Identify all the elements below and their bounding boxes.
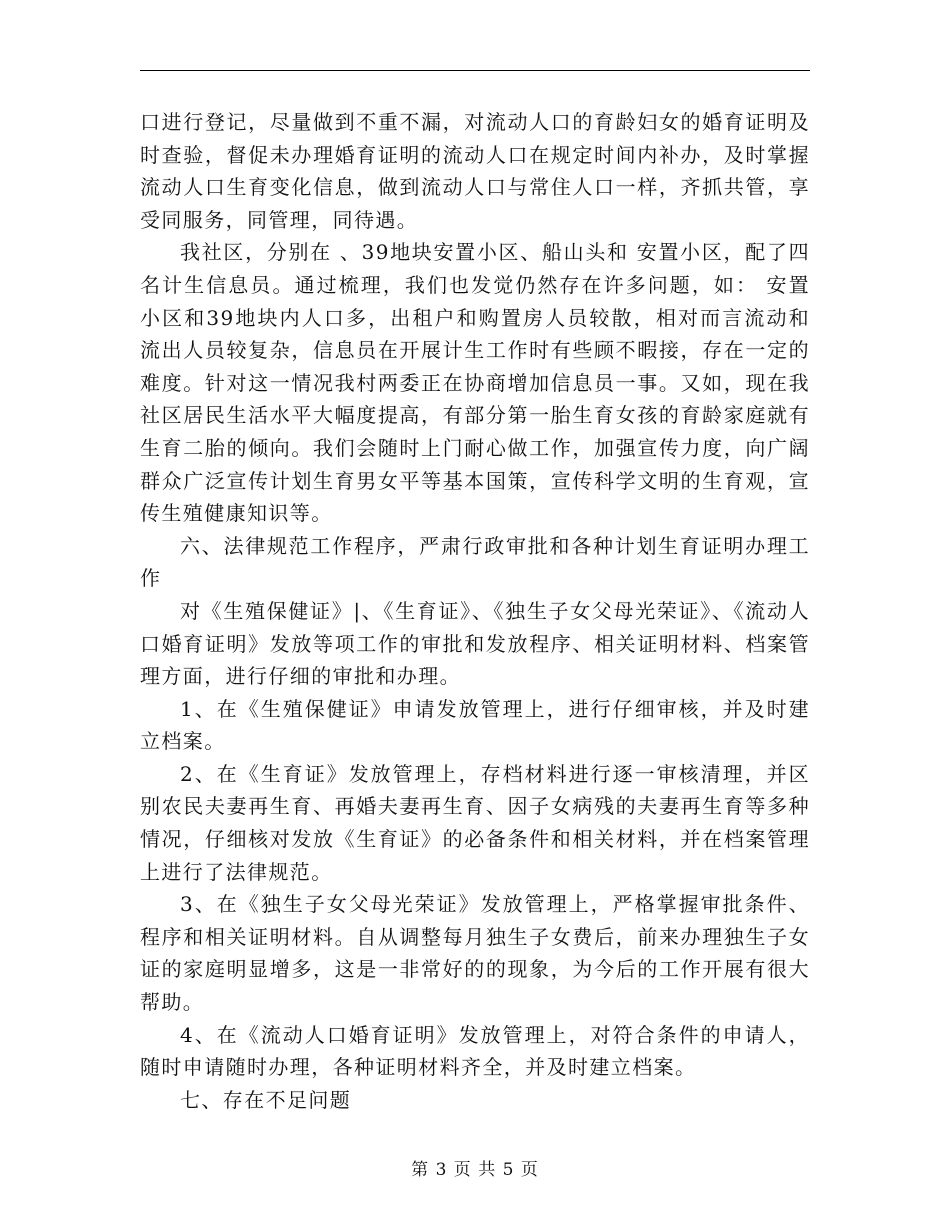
section-heading-six: 六、法律规范工作程序，严肃行政审批和各种计划生育证明办理工作 [140,533,810,591]
list-item-1: 1、在《生殖保健证》申请发放管理上，进行仔细审核，并及时建立档案。 [140,696,810,754]
paragraph-continuation: 口进行登记，尽量做到不重不漏，对流动人口的育龄妇女的婚育证明及时查验，督促未办理婚育证明的流动人口在规定时间内补办，及时掌握流动人口生育变化信息，做到流动人口与常住人口一样，齐抓共管，享受同服务，同管理，同待遇。 [140,110,810,232]
list-item-3: 3、在《独生子女父母光荣证》发放管理上，严格掌握审批条件、程序和相关证明材料。自从调整每月独生子女费后，前来办理独生子女证的家庭明显增多，这是一非常好的的现象，为今后的工作开展有很大帮助。 [140,892,810,1015]
list-item-2: 2、在《生育证》发放管理上，存档材料进行逐一审核清理，并区别农民夫妻再生育、再婚夫妻再生育、因子女病残的夫妻再生育等多种情况，仔细核对发放《生育证》的必备条件和相关材料，并在档案管理上进行了法律规范。 [140,761,810,884]
header-rule [140,70,810,71]
page-number: 第 3 页 共 5 页 [411,1160,539,1180]
paragraph-certificate-overview: 对《生殖保健证》|、《生育证》、《独生子女父母光荣证》、《流动人口婚育证明》发放等项工作的审批和发放程序、相关证明材料、档案管理方面，进行仔细的审批和办理。 [140,598,810,689]
paragraph-community-info-staff: 我社区，分别在 、39地块安置小区、船山头和 安置小区，配了四名计生信息员。通过梳理，我们也发觉仍然存在许多问题，如： 安置小区和39地块内人口多，出租户和购置房人员较散，相对而言流动和流出人员较复杂，信息员在开展计生工作时有些顾不暇接，存在一定的难度。针对这一情况我村两委正在协商增加信息员一事。又如，现在我社区居民生活水平大幅度提高，有部分第一胎生育女孩的育龄家庭就有生育二胎的倾向。我们会随时上门耐心做工作，加强宣传力度，向广阔群众广泛宣传计划生育男女平等基本国策，宣传科学文明的生育观，宣传生殖健康知识等。 [140,240,810,526]
list-item-4: 4、在《流动人口婚育证明》发放管理上，对符合条件的申请人，随时申请随时办理，各种证明材料齐全，并及时建立档案。 [140,1022,810,1080]
document-body [140,106,810,1116]
section-heading-seven: 七、存在不足问题 [180,1087,352,1112]
